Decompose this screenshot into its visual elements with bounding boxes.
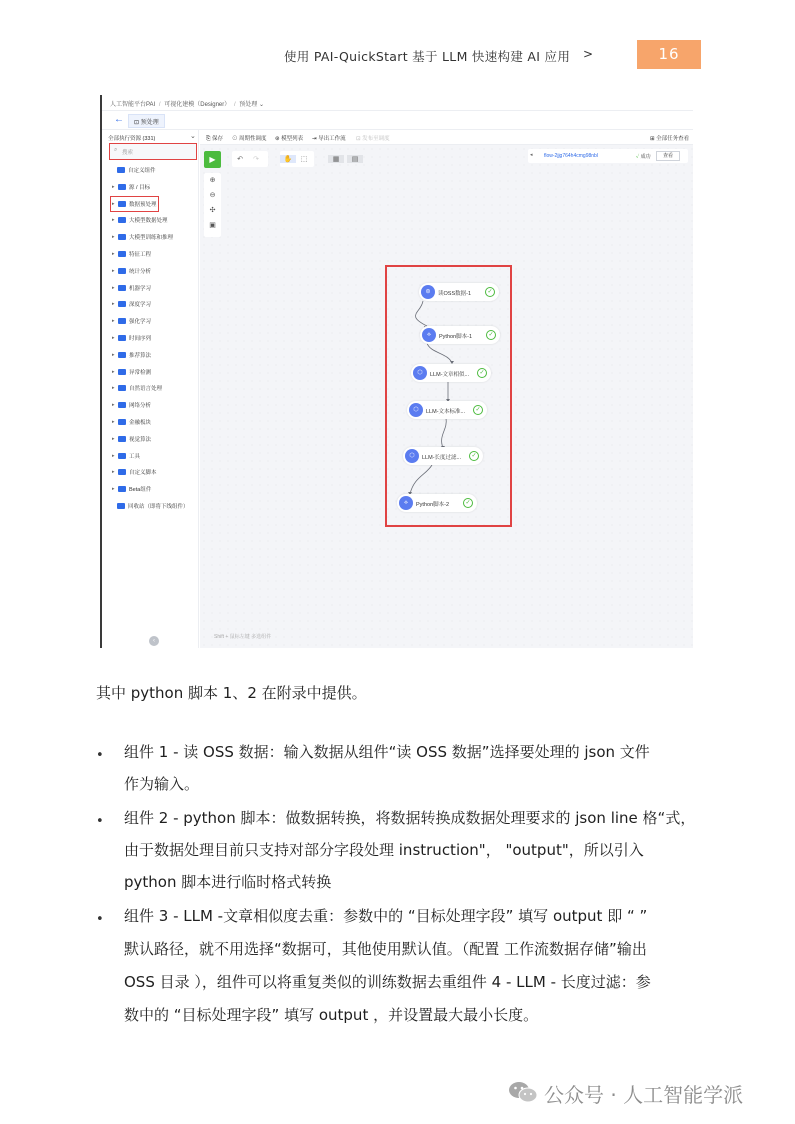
tree-item[interactable] — [112, 466, 157, 478]
oss-icon: ⊜ — [421, 285, 435, 299]
node-label: LLM-文本标准... — [426, 409, 466, 415]
all-tasks-label: 全部任务查看 — [656, 136, 690, 142]
breadcrumb — [102, 95, 693, 111]
tree-item[interactable] — [112, 399, 151, 411]
tree-item[interactable] — [117, 500, 189, 512]
python-icon: ⟡ — [422, 328, 436, 342]
tree-item-label: 深度学习 — [129, 302, 152, 309]
tree-item[interactable] — [112, 315, 151, 327]
run-button[interactable]: ▶ — [204, 151, 221, 168]
model-list-button[interactable]: ⊛ 模型列表 — [275, 136, 304, 142]
folder-icon — [118, 436, 126, 442]
search-placeholder: 搜索 — [122, 150, 134, 156]
tree-item-label: 视觉算法 — [129, 436, 152, 443]
connector-5-6 — [410, 465, 432, 494]
tree-item-label: 源 / 目标 — [129, 184, 151, 191]
caret-right-icon: ▸ — [112, 351, 115, 358]
node-label: LLM-长度过滤... — [422, 455, 462, 461]
folder-icon — [118, 285, 126, 291]
caret-right-icon: ▸ — [112, 402, 115, 409]
caret-right-icon: ▸ — [112, 301, 115, 308]
caret-right-icon: ▸ — [112, 368, 115, 375]
folder-icon — [118, 201, 126, 207]
breadcrumb-item-workflow[interactable]: 预处理 — [239, 102, 258, 108]
canvas-hint: Shift + 鼠标左键 多选组件 — [214, 634, 272, 640]
bullet-dot: • — [96, 748, 104, 763]
bullet-line: 数中的 “目标处理字段” 填写 output ，并设置最大最小长度。 — [124, 1006, 539, 1024]
tree-item[interactable] — [112, 265, 151, 277]
tree-item-label: 时间序列 — [129, 336, 152, 342]
tree-item-label: 推荐算法 — [129, 352, 152, 359]
tree-item[interactable] — [112, 433, 151, 445]
folder-icon — [118, 335, 126, 341]
schedule-button[interactable]: ⊙ 周期性调度 — [232, 136, 267, 142]
tree-item-label: 异常检测 — [129, 369, 152, 376]
caret-right-icon: ▸ — [112, 234, 115, 241]
export-label: 导出工作流 — [318, 136, 346, 142]
tree-item-label: 网络分析 — [129, 403, 152, 410]
collapse-arrow-icon[interactable]: ◂ — [530, 152, 533, 158]
tree-item[interactable] — [112, 282, 151, 294]
folder-icon — [118, 184, 126, 190]
component-panel — [102, 130, 199, 648]
chevron-down-icon[interactable]: ⌄ — [258, 102, 264, 108]
bullet-dot: • — [96, 912, 104, 927]
node-llm-dedup[interactable] — [411, 364, 491, 382]
caret-right-icon: ▸ — [112, 284, 115, 291]
flow-id[interactable]: flow-2jjg764h4cmg98nbl — [544, 153, 598, 159]
tree-item[interactable] — [112, 298, 151, 310]
bullet-line: 默认路径，就不用选择“数据可，其他使用默认值。（配置 工作流数据存储”输出 — [124, 940, 647, 958]
bullet-line: OSS 目录 ），组件可以将重复类似的训练数据去重组件 4 - LLM - 长度过滤：参 — [124, 973, 651, 991]
folder-icon — [118, 385, 126, 391]
breadcrumb-item-pai[interactable]: 人工智能平台PAI — [110, 102, 156, 108]
page-title: 使用 PAI-QuickStart 基于 LLM 快速构建 AI 应用 — [284, 49, 571, 64]
tree-item[interactable] — [112, 248, 151, 260]
tree-item[interactable] — [112, 332, 151, 344]
folder-icon — [118, 251, 126, 257]
watermark-text: 公众号 · 人工智能学派 — [544, 1083, 744, 1107]
folder-icon — [118, 301, 126, 307]
tree-item[interactable] — [112, 231, 173, 243]
tree-item[interactable] — [112, 366, 151, 378]
designer-screenshot — [100, 95, 693, 648]
intro-paragraph: 其中 python 脚本 1、2 在附录中提供。 — [96, 684, 367, 702]
tree-item-label: Beta组件 — [129, 487, 152, 494]
llm-icon: ⬡ — [409, 403, 423, 417]
node-llm-length-filter[interactable] — [403, 447, 483, 465]
chevron-right-icon: > — [583, 47, 594, 61]
tree-item-label: 机器学习 — [129, 285, 152, 292]
breadcrumb-item-designer[interactable]: 可视化建模（Designer） — [164, 102, 231, 108]
tree-item[interactable] — [112, 349, 151, 361]
caret-right-icon: ▸ — [112, 385, 115, 392]
folder-icon — [118, 352, 126, 358]
folder-icon — [118, 469, 126, 475]
save-button[interactable]: ⎘ 保存 — [206, 136, 223, 142]
tree-item[interactable] — [112, 382, 162, 394]
tree-item-label: 金融板块 — [129, 420, 152, 426]
search-icon: ⌕ — [114, 147, 118, 153]
zoom-out-icon[interactable]: ⊖ — [209, 192, 216, 199]
llm-icon: ⬡ — [405, 449, 419, 463]
model-list-label: 模型列表 — [281, 136, 304, 142]
folder-icon — [118, 217, 126, 223]
breadcrumb-separator: / — [233, 102, 236, 108]
tree-item-label: 统计分析 — [129, 268, 152, 275]
node-label: LLM-文章相似... — [430, 372, 470, 378]
component-search-input[interactable] — [109, 143, 197, 160]
tree-item-label: 特征工程 — [129, 252, 152, 258]
llm-icon: ⬡ — [413, 366, 427, 380]
node-python-2[interactable] — [397, 494, 477, 512]
workflow-toolbar — [200, 130, 693, 145]
connector-1-2 — [416, 301, 427, 326]
undo-icon[interactable]: ↶ — [237, 156, 243, 163]
tree-item[interactable] — [112, 450, 140, 462]
tree-item-label: 大模型数据处理 — [129, 218, 168, 225]
connector-4-5 — [442, 418, 447, 448]
python-icon: ⟡ — [399, 496, 413, 510]
publish-label: 发布至调度 — [362, 136, 390, 142]
bullet-line: 组件 1 - 读 OSS 数据：输入数据从组件“读 OSS 数据”选择要处理的 json 文件 — [124, 743, 650, 761]
tree-item[interactable] — [117, 164, 156, 176]
folder-icon — [118, 486, 126, 492]
workflow-icon: ⊡ — [134, 120, 141, 126]
node-label: Python脚本-2 — [416, 502, 450, 508]
bullet-line: 由于数据处理目前只支持对部分字段处理 instruction"， "output"，所以引入 — [124, 841, 644, 859]
caret-right-icon: ▸ — [112, 267, 115, 274]
schedule-label: 周期性调度 — [239, 136, 267, 142]
breadcrumb-separator: / — [158, 102, 161, 108]
caret-right-icon: ▸ — [112, 486, 115, 493]
flow-status-label: 成功 — [640, 154, 651, 160]
tree-item-label: 回收站（即将下线组件） — [128, 504, 189, 510]
success-check-icon: ✓ — [486, 330, 496, 340]
caret-right-icon: ▸ — [112, 435, 115, 442]
node-read-oss[interactable] — [419, 283, 499, 301]
tree-item-label: 自然语言处理 — [129, 386, 163, 393]
redo-icon[interactable]: ↷ — [253, 156, 259, 163]
caret-right-icon: ▸ — [112, 335, 115, 341]
caret-right-icon: ▸ — [112, 183, 115, 190]
hand-icon[interactable]: ✋ — [280, 155, 296, 163]
caret-right-icon: ▸ — [112, 419, 115, 425]
folder-icon — [118, 369, 126, 375]
tree-item-label: 大模型训练和推理 — [129, 235, 174, 242]
tree-item[interactable] — [112, 483, 151, 495]
check-icon: ✓ — [636, 154, 640, 160]
node-connectors — [200, 145, 693, 648]
caret-right-icon: ▸ — [112, 452, 115, 459]
folder-icon — [118, 453, 126, 459]
collapse-panel-button[interactable]: ‹ — [149, 636, 159, 646]
caret-right-icon: ▸ — [112, 318, 115, 325]
folder-icon — [117, 167, 125, 173]
tree-item-label: 强化学习 — [129, 319, 152, 326]
connector-2-3 — [427, 343, 452, 363]
bullet-line: 组件 2 - python 脚本：做数据转换，将数据转换成数据处理要求的 json line 格“式， — [124, 809, 696, 827]
zoom-in-icon[interactable]: ⊕ — [209, 177, 216, 184]
tree-item-label: 工具 — [129, 453, 141, 460]
fit-view-icon[interactable]: ✣ — [209, 207, 216, 214]
tree-item-label: 自定义脚本 — [129, 470, 157, 477]
tree-item[interactable] — [112, 416, 151, 428]
tree-item[interactable] — [112, 181, 150, 193]
tab-bar — [102, 111, 693, 130]
publish-button[interactable]: ⊡ 发布至调度 — [356, 136, 390, 142]
caret-right-icon: ▸ — [112, 469, 115, 476]
success-check-icon: ✓ — [473, 405, 483, 415]
minimap-icon[interactable]: ▣ — [209, 222, 216, 229]
back-arrow-icon[interactable]: ← — [114, 114, 124, 125]
folder-icon — [118, 419, 126, 425]
node-label: Python脚本-1 — [439, 334, 473, 340]
node-label: 读OSS数据-1 — [438, 291, 472, 297]
success-check-icon: ✓ — [469, 451, 479, 461]
caret-right-icon: ▸ — [112, 200, 115, 207]
folder-icon — [118, 268, 126, 274]
tab-workflow[interactable] — [128, 114, 165, 128]
success-check-icon: ✓ — [485, 287, 495, 297]
caret-right-icon: ▸ — [112, 251, 115, 257]
tree-item[interactable] — [112, 214, 168, 226]
component-count[interactable]: 全部执行资源 (331) — [108, 136, 156, 142]
success-check-icon: ✓ — [463, 498, 473, 508]
bullet-line: 作为输入。 — [124, 775, 200, 793]
workflow-canvas[interactable] — [200, 145, 693, 648]
bullet-dot: • — [96, 814, 104, 829]
tab-label: 预处理 — [140, 120, 159, 126]
view-button[interactable]: 查看 — [656, 151, 680, 161]
folder-icon — [118, 234, 126, 240]
box-select-icon[interactable]: ⬚ — [300, 156, 308, 163]
folder-icon — [118, 318, 126, 324]
chevron-down-icon[interactable]: ⌄ — [190, 133, 196, 140]
page-number: 16 — [637, 40, 701, 69]
node-llm-normalize[interactable] — [407, 401, 487, 419]
auto-layout-icon[interactable]: ▤ — [347, 155, 363, 163]
export-workflow-button[interactable]: ⇥ 导出工作流 — [312, 136, 346, 142]
page-header — [0, 40, 795, 70]
align-icon[interactable]: ▦ — [328, 155, 344, 163]
tree-item-data-preprocess[interactable] — [112, 198, 157, 210]
bullet-line: 组件 3 - LLM -文章相似度去重：参数中的 “目标处理字段” 填写 output 即 “ ” — [124, 907, 648, 925]
folder-icon — [117, 503, 125, 509]
wechat-logo-icon — [508, 1080, 538, 1104]
success-check-icon: ✓ — [477, 368, 487, 378]
node-python-1[interactable] — [420, 326, 500, 344]
all-tasks-button[interactable]: ⊞ 全部任务查看 — [650, 136, 690, 142]
bullet-line: python 脚本进行临时格式转换 — [124, 873, 332, 891]
caret-right-icon: ▸ — [112, 217, 115, 224]
save-label: 保存 — [211, 136, 223, 142]
folder-icon — [118, 402, 126, 408]
tree-item-label: 自定义组件 — [128, 168, 156, 174]
tree-item-label: 数据预处理 — [129, 201, 157, 208]
